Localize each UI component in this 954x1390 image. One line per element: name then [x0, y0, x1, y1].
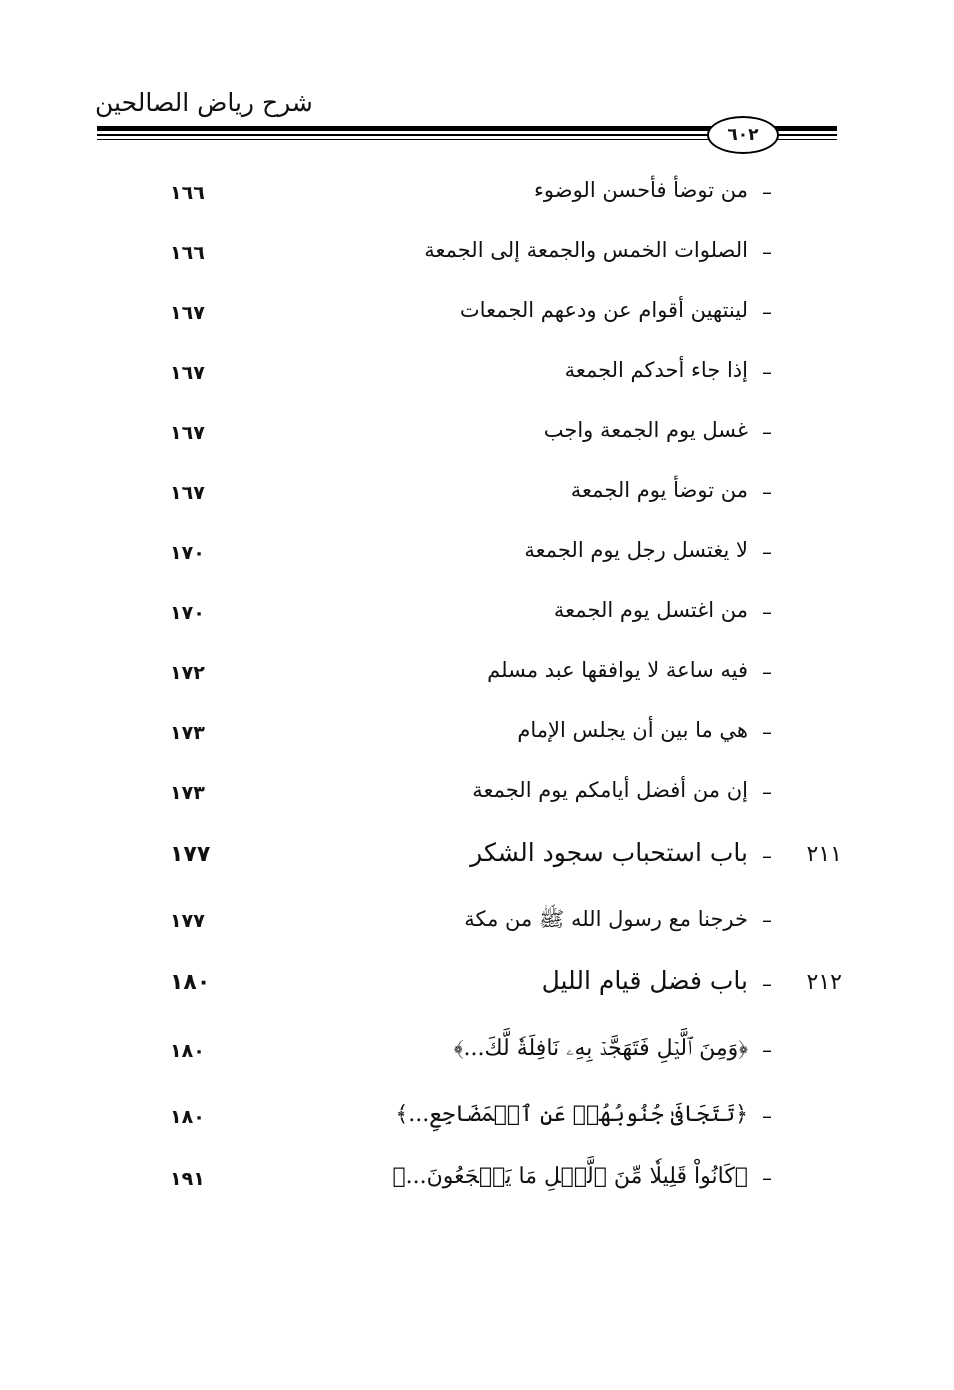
- entry-title: لا يغتسل رجل يوم الجمعة: [524, 538, 748, 562]
- entry-dash: –: [762, 1166, 772, 1190]
- toc-chapter-entry: [140, 838, 840, 882]
- entry-page: ١٧٠: [170, 542, 205, 564]
- entry-page: ١٧٧: [170, 842, 211, 867]
- toc-entry: [140, 174, 840, 218]
- toc-entry: [140, 414, 840, 458]
- toc-entry: [140, 902, 840, 946]
- entry-dash: –: [762, 180, 772, 204]
- entry-dash: –: [762, 600, 772, 624]
- entry-title: باب فضل قيام الليل: [541, 966, 748, 995]
- entry-dash: –: [762, 720, 772, 744]
- entry-dash: –: [762, 780, 772, 804]
- entry-page: ١٦٦: [170, 182, 205, 204]
- entry-page: ١٦٧: [170, 482, 205, 504]
- entry-title: فيه ساعة لا يوافقها عبد مسلم: [487, 658, 748, 682]
- entry-dash: –: [762, 240, 772, 264]
- entry-dash: –: [762, 972, 772, 996]
- book-title: شرح رياض الصالحين: [95, 88, 313, 117]
- toc-entry: [140, 594, 840, 638]
- entry-dash: –: [762, 540, 772, 564]
- toc-entry: [140, 1032, 840, 1076]
- chapter-number: ٢١٢: [806, 970, 842, 995]
- entry-page: ١٧٠: [170, 602, 205, 624]
- toc-entry: [140, 234, 840, 278]
- entry-title: غسل يوم الجمعة واجب: [543, 418, 748, 442]
- entry-dash: –: [762, 844, 772, 868]
- entry-title: ﴿وَمِنَ ٱلَّيۡلِ فَتَهَجَّدۡ بِهِۦ نَافِلَةٗ لَّكَ...﴾: [453, 1036, 748, 1061]
- entry-dash: –: [762, 660, 772, 684]
- entry-dash: –: [762, 908, 772, 932]
- entry-page: ١٨٠: [170, 1040, 205, 1062]
- toc-entry: [140, 1160, 840, 1204]
- entry-title: إن من أفضل أيامكم يوم الجمعة: [472, 778, 748, 802]
- toc-entry: [140, 474, 840, 518]
- entry-page: ١٦٧: [170, 302, 205, 324]
- toc-entry: [140, 774, 840, 818]
- entry-page: ١٩١: [170, 1168, 205, 1190]
- entry-page: ١٦٦: [170, 242, 205, 264]
- entry-title: هي ما بين أن يجلس الإمام: [517, 718, 748, 742]
- entry-title: خرجنا مع رسول الله ﷺ من مكة: [464, 907, 748, 931]
- toc-entry: [140, 1098, 840, 1142]
- entry-title: من توضأ فأحسن الوضوء: [534, 178, 748, 202]
- entry-title: باب استحباب سجود الشكر: [470, 838, 748, 867]
- entry-page: ١٨٠: [170, 1106, 205, 1128]
- entry-page: ١٨٠: [170, 970, 211, 995]
- toc-entry: [140, 534, 840, 578]
- toc-entry: [140, 714, 840, 758]
- entry-page: ١٧٣: [170, 782, 205, 804]
- entry-dash: –: [762, 360, 772, 384]
- entry-page: ١٧٢: [170, 662, 205, 684]
- entry-dash: –: [762, 1104, 772, 1128]
- page-number: ٦٠٢: [707, 116, 779, 154]
- entry-page: ١٧٣: [170, 722, 205, 744]
- entry-title: من توضأ يوم الجمعة: [570, 478, 748, 502]
- entry-title: من اغتسل يوم الجمعة: [553, 598, 748, 622]
- entry-title: الصلوات الخمس والجمعة إلى الجمعة: [424, 238, 748, 262]
- entry-title: ﴿تَتَجَافَىٰ جُنُوبُهُمۡ عَنِ ٱلۡمَضَاجِعِ...﴾: [395, 1102, 748, 1127]
- entry-page: ١٧٧: [170, 910, 205, 932]
- toc-entry: [140, 294, 840, 338]
- entry-title: ﴿كَانُواْ قَلِيلٗا مِّنَ ٱلَّيۡلِ مَا يَهۡجَعُونَ...﴾: [392, 1164, 748, 1189]
- toc-entry: [140, 354, 840, 398]
- entry-page: ١٦٧: [170, 422, 205, 444]
- entry-title: لينتهين أقوام عن ودعهم الجمعات: [459, 298, 748, 322]
- toc-chapter-entry: [140, 966, 840, 1010]
- entry-page: ١٦٧: [170, 362, 205, 384]
- entry-dash: –: [762, 300, 772, 324]
- entry-dash: –: [762, 420, 772, 444]
- entry-dash: –: [762, 480, 772, 504]
- entry-title: إذا جاء أحدكم الجمعة: [564, 358, 748, 382]
- chapter-number: ٢١١: [806, 842, 842, 867]
- toc-entry: [140, 654, 840, 698]
- entry-dash: –: [762, 1038, 772, 1062]
